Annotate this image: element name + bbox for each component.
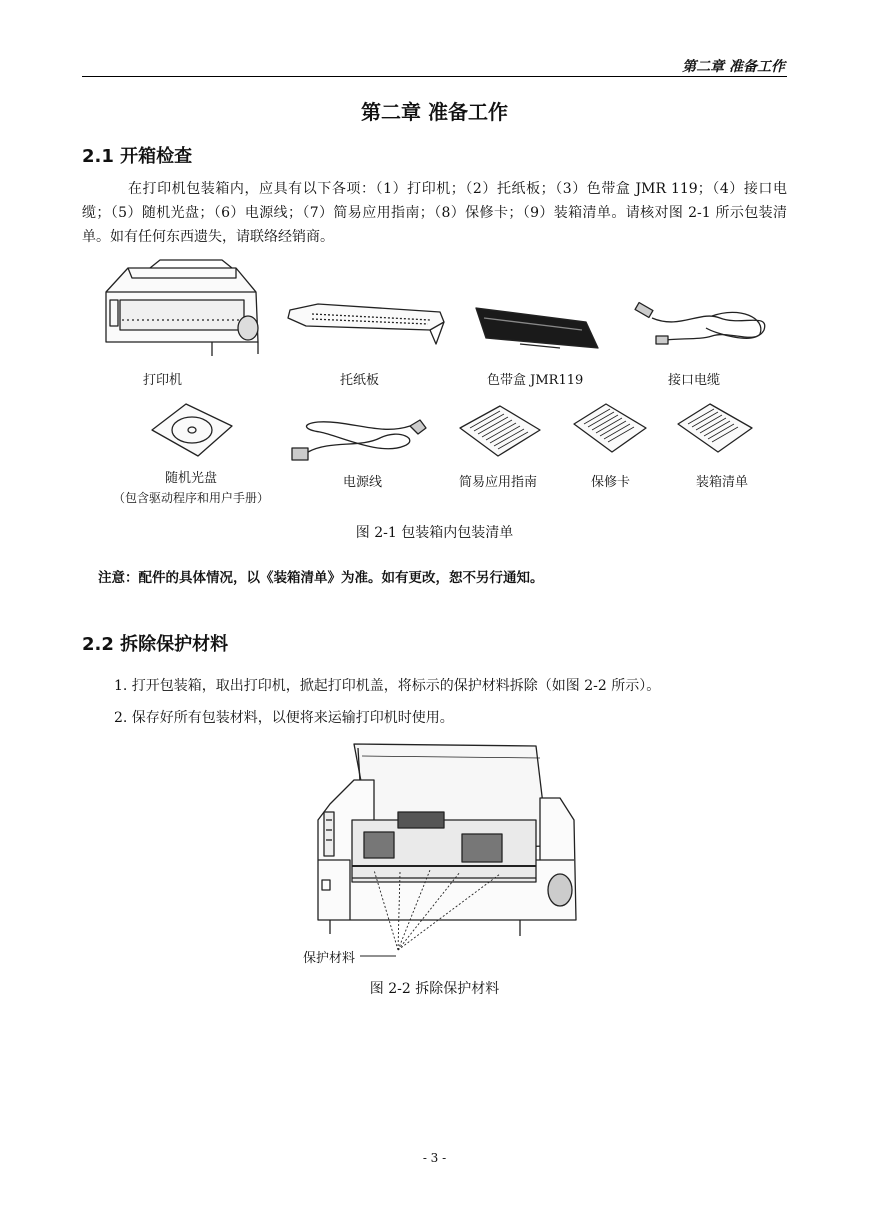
label-paper-tray: 托纸板 [340, 373, 380, 388]
step-2: 2. 保存好所有包装材料，以便将来运输打印机时使用。 [114, 710, 454, 726]
figure-2-2-caption: 图 2-2 拆除保护材料 [369, 981, 500, 997]
unpack-paragraph: 在打印机包装箱内，应具有以下各项：（1）打印机；（2）托纸板；（3）色带盒 JMR 119；（4）接口电缆；（5）随机光盘；（6）电源线；（7）简易应用指南；（8）保修卡；（9）装箱清单。请核对图 2-1 所示包装清单。如有任何东西遗失，请联络经销商。 [82, 181, 787, 245]
accessories-note: 注意：配件的具体情况，以《装箱清单》为准。如有更改，恕不另行通知。 [98, 570, 544, 586]
label-ribbon: 色带盒 JMR119 [487, 373, 584, 388]
callout-protective-material: 保护材料 [303, 951, 356, 966]
label-warranty: 保修卡 [591, 475, 631, 490]
section-heading-2-2: 2.2 拆除保护材料 [82, 634, 229, 655]
label-power-cord: 电源线 [343, 475, 383, 490]
label-cd: 随机光盘 [165, 471, 218, 486]
label-interface-cable: 接口电缆 [668, 373, 721, 388]
section-heading-2-1: 2.1 开箱检查 [82, 146, 193, 167]
chapter-title: 第二章 准备工作 [361, 100, 508, 124]
label-packing-list: 装箱清单 [696, 475, 749, 490]
step-1: 1. 打开包装箱，取出打印机，掀起打印机盖，将标示的保护材料拆除（如图 2-2 所示）。 [114, 678, 661, 694]
running-header: 第二章 准备工作 [682, 59, 785, 75]
figure-2-1-caption: 图 2-1 包装箱内包装清单 [355, 525, 514, 541]
label-printer: 打印机 [143, 373, 183, 388]
label-guide: 简易应用指南 [459, 475, 538, 490]
label-cd-contents: （包含驱动程序和用户手册） [113, 491, 270, 505]
page-number: - 3 - [422, 1151, 447, 1165]
